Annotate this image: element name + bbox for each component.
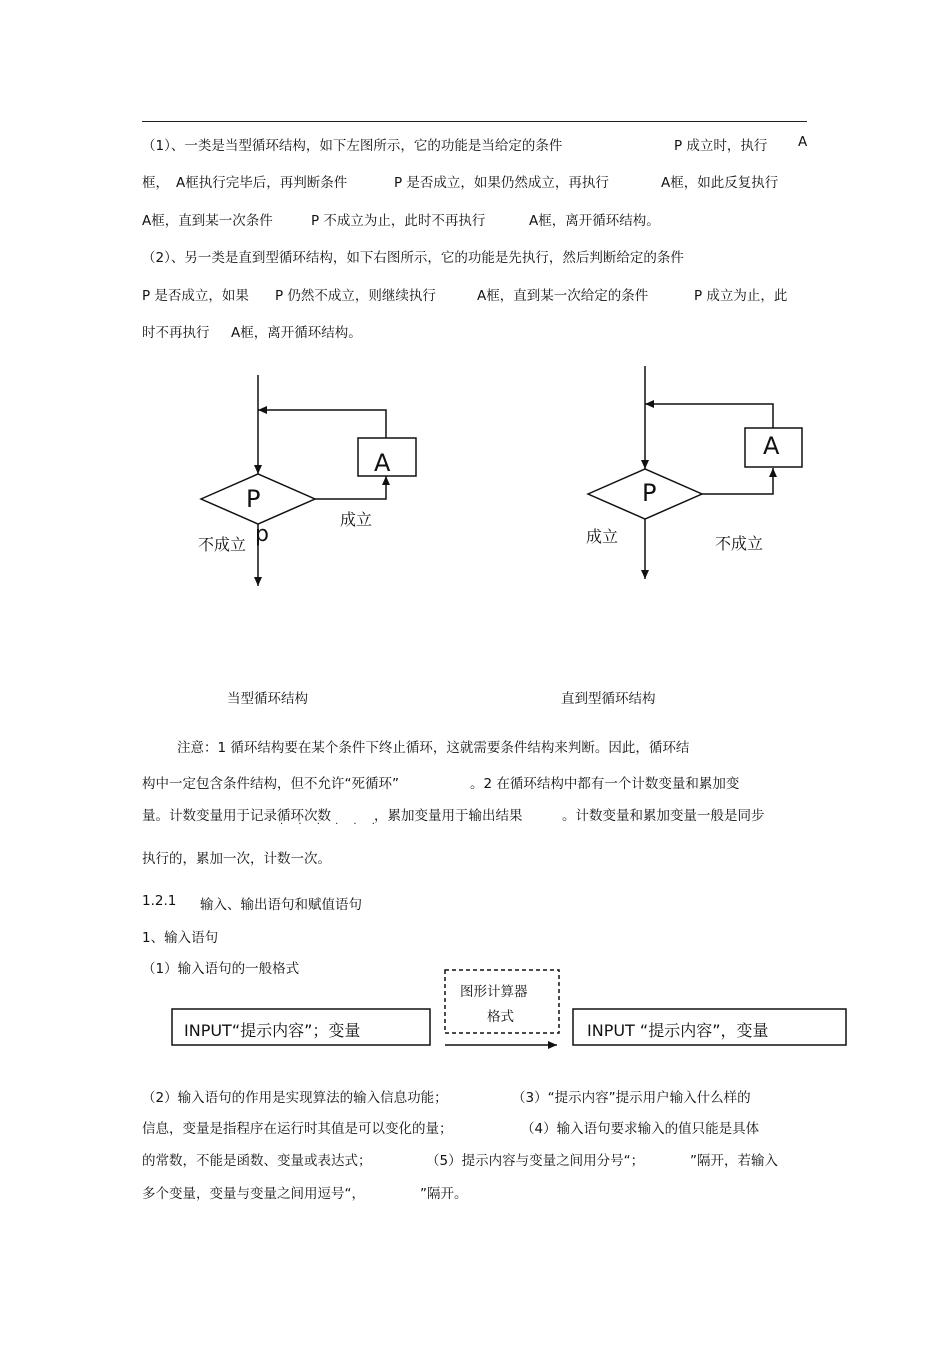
left-no-label: 不成立 [198,535,247,554]
left-loop-back-arrow [258,410,386,438]
left-diamond-label: P [246,485,261,513]
para2-line2-a: P 是否成立，如果 [142,288,249,304]
note-line2-a: 构中一定包含条件结构，但不允许“死循环” [142,776,399,792]
para1-line2-c: P 是否成立，如果仍然成立，再执行 [394,175,609,191]
note-line4: 执行的，累加一次，计数一次。 [142,851,331,867]
para1-line1-c: A [798,134,808,150]
para2-line1: （2）、另一类是直到型循环结构，如下右图所示，它的功能是先执行，然后判断给定的条件 [142,250,684,266]
para3-line3-c: ”隔开，若输入 [690,1153,778,1169]
section-number: 1.2.1 [142,893,177,909]
note-line3-a: 量。计数变量用于记录循环次数 [142,808,331,824]
note-line2-b: 。2 在循环结构中都有一个计数变量和累加变 [470,776,740,792]
section-item1: （1）输入语句的一般格式 [142,961,300,977]
right-no-label: 不成立 [715,534,764,553]
note-line3-c: 。计数变量和累加变量一般是同步 [562,808,765,824]
para3-line1-b: （3）“提示内容”提示用户输入什么样的 [512,1090,751,1106]
note-line1: 注意：1 循环结构要在某个条件下终止循环，这就需要条件结构来判断。因此，循环结 [177,740,690,756]
para1-line3-a: A框，直到某一次条件 [142,213,273,229]
right-yes-label: 成立 [586,527,619,546]
right-no-arrow [702,468,773,494]
calculator-format-line1: 图形计算器 [460,984,528,1000]
input-format-text: INPUT“提示内容”；变量 [184,1021,361,1040]
right-box-label: A [763,432,780,460]
section-subtitle: 1、输入语句 [142,930,219,946]
left-yes-label: 成立 [340,510,373,529]
para3-line4-a: 多个变量，变量与变量之间用逗号“， [142,1186,365,1202]
right-diamond-label: P [642,479,657,507]
para2-line2-b: P 仍然不成立，则继续执行 [275,288,436,304]
para1-line3-c: A框，离开循环结构。 [529,213,660,229]
para3-line2-b: （4）输入语句要求输入的值只能是具体 [521,1121,760,1137]
para3-line3-b: （5）提示内容与变量之间用分号“； [426,1153,645,1169]
para1-line1-a: （1）、一类是当型循环结构，如下左图所示，它的功能是当给定的条件 [142,138,563,154]
left-stray-char: p [255,522,269,547]
para3-line4-b: ”隔开。 [420,1186,468,1202]
para1-line2-b: A框执行完毕后，再判断条件 [176,175,348,191]
para2-line2-c: A框，直到某一次给定的条件 [477,288,649,304]
para1-line3-b: P 不成立为止，此时不再执行 [311,213,486,229]
para3-line1-a: （2）输入语句的作用是实现算法的输入信息功能； [142,1090,448,1106]
para1-line2-d: A框，如此反复执行 [661,175,779,191]
left-yes-arrow [315,476,386,499]
note-line3-b: ，累加变量用于输出结果 [374,808,523,824]
emphasis-dots: · · · · · · [280,819,381,830]
para2-line2-d: P 成立为止，此 [694,288,788,304]
para1-line1-b: P 成立时，执行 [674,138,768,154]
right-loop-back-arrow [645,404,773,428]
left-box-label: A [374,449,391,477]
right-flowchart [588,366,802,579]
para3-line2-a: 信息，变量是指程序在运行时其值是可以变化的量； [142,1121,453,1137]
para2-line3-b: A框，离开循环结构。 [231,325,362,341]
para2-line3-a: 时不再执行 [142,325,210,341]
calculator-input-text: INPUT “提示内容”，变量 [587,1021,769,1040]
left-caption: 当型循环结构 [227,691,308,707]
right-caption: 直到型循环结构 [561,691,656,707]
para3-line3-a: 的常数，不能是函数、变量或表达式； [142,1153,372,1169]
section-title: 输入、输出语句和赋值语句 [200,897,362,913]
calculator-format-line2: 格式 [487,1009,514,1025]
para1-line2-a: 框， [142,175,169,191]
